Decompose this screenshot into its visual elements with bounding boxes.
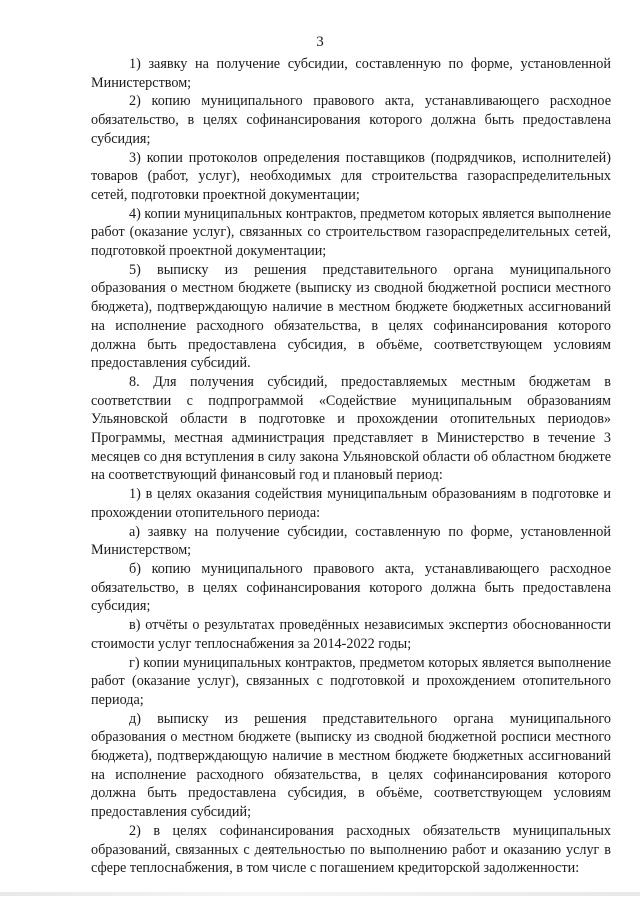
paragraph: 2) в целях софинансирования расходных обязательств муниципальных образований, связанных с деятельностью по выполнению работ и оказанию услуг в сфере теплоснабжения, в том числе с погашением кредиторской задолженности: xyxy=(91,822,611,877)
paragraph: б) копию муниципального правового акта, устанавливающего расходное обязательство, в целях софинансирования которого должна быть предоставлена субсидия; xyxy=(91,560,611,615)
paragraph: в) отчёты о результатах проведённых независимых экспертиз обоснованности стоимости услуг теплоснабжения за 2014-2022 годы; xyxy=(91,617,611,652)
paragraph: 1) заявку на получение субсидии, составленную по форме, установленной Министерством; xyxy=(91,56,611,91)
paragraph: 3) копии протоколов определения поставщиков (подрядчиков, исполнителей) товаров (работ, услуг), необходимых для строительства газораспределительных сетей, подготовки проектной документации; xyxy=(91,149,611,203)
paragraph: 2) копию муниципального правового акта, устанавливающего расходное обязательство, в целях софинансирования которого должна быть предоставлена субсидия; xyxy=(91,93,611,147)
paragraph: а) заявку на получение субсидии, составленную по форме, установленной Министерством; xyxy=(91,523,611,559)
page-number: 3 xyxy=(316,34,324,50)
paragraph: д) выписку из решения представительного органа муниципального образования о местном бюджете (выписку из сводной бюджетной росписи местного бюджета), подтверждающую наличие в местном бюджете бюджетных ассигнований на исполнение расходного обязательства, в целях софинансирования которого должна быть предоставлена субсидия, в объёме, соответствующем условиям предоставления субсидий; xyxy=(91,710,611,821)
scan-bottom-edge xyxy=(0,892,640,896)
paragraph: 1) в целях оказания содействия муниципальным образованиям в подготовке и прохождении отопительного периода: xyxy=(91,486,611,521)
paragraph: 4) копии муниципальных контрактов, предметом которых является выполнение работ (оказание услуг), связанных со строительством газораспределительных сетей, подготовкой проектной документации; xyxy=(91,205,611,260)
paragraph: 5) выписку из решения представительного органа муниципального образования о местном бюджете (выписку из сводной бюджетной росписи местного бюджета), подтверждающую наличие в местном бюджете бюджетных ассигнований на исполнение расходного обязательства, в целях софинансирования которого должна быть предоставлена субсидия, в объёме, соответствующем условиям предоставления субсидий. xyxy=(91,261,611,372)
paragraph: г) копии муниципальных контрактов, предметом которых является выполнение работ (оказание услуг), связанных с подготовкой и прохождением отопительного периода; xyxy=(91,654,611,708)
paragraph: 8. Для получения субсидий, предоставляемых местным бюджетам в соответствии с подпрограммой «Содействие муниципальным образованиям Ульяновской области в подготовке и прохождении отопительных периодов» Программы, местная администрация представляет в Министерство в течение 3 месяцев со дня вступления в силу закона Ульяновской области об областном бюджете на соответствующий финансовый год и плановый период: xyxy=(91,373,611,484)
document-body xyxy=(91,55,611,878)
